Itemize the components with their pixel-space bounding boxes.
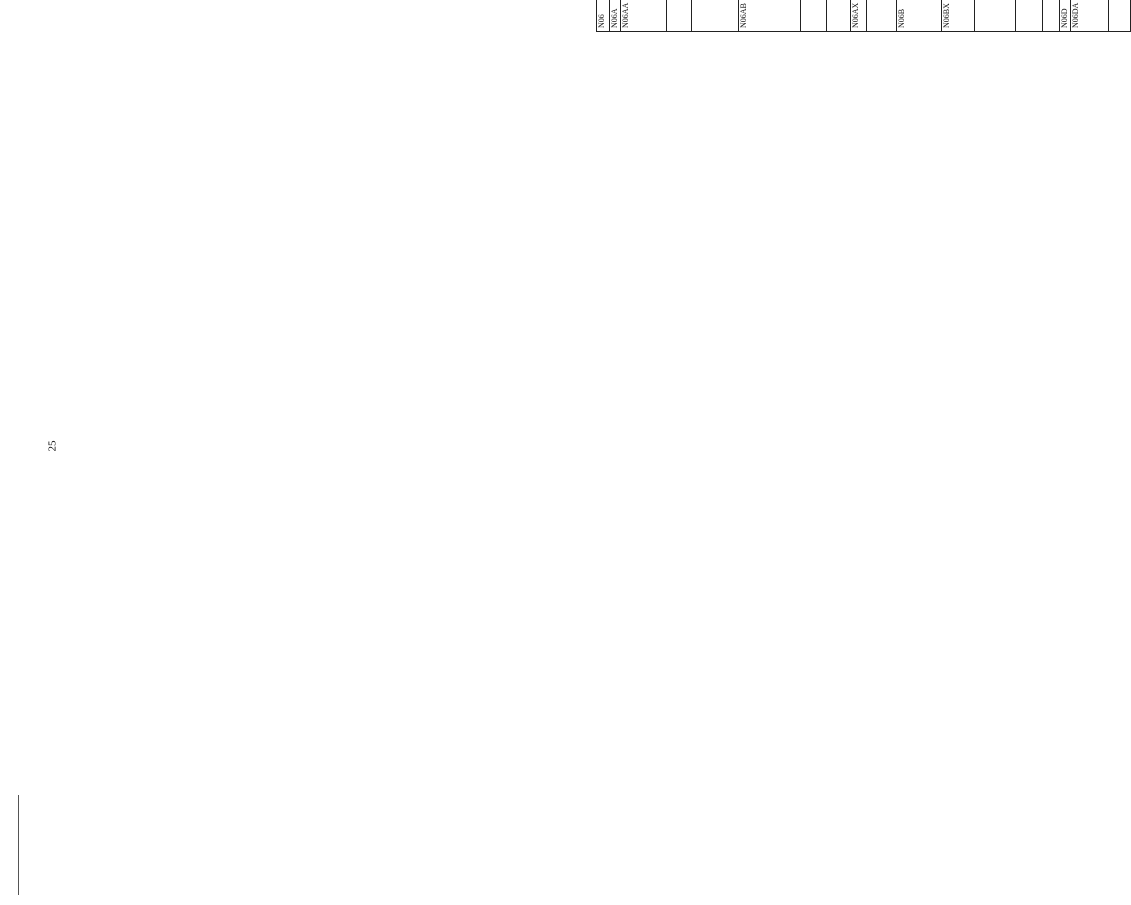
- atc-code-cell: [1109, 0, 1131, 32]
- page-number: 25: [46, 440, 59, 452]
- atc-code-cell: N06AA: [621, 0, 667, 32]
- table-row: [692, 0, 739, 32]
- table-row: [867, 0, 897, 32]
- atc-code-cell: N06AB: [739, 0, 801, 32]
- margin-mark: [18, 795, 19, 895]
- table-row: [1109, 0, 1131, 32]
- atc-code-cell: N06DA: [1071, 0, 1109, 32]
- atc-code-cell: [867, 0, 897, 32]
- rotated-table-container: [596, 0, 1108, 32]
- atc-code-cell: N06B: [897, 0, 942, 32]
- atc-code-cell: [827, 0, 851, 32]
- table-row: [942, 0, 975, 32]
- table-row: [597, 0, 610, 32]
- table-body: [597, 0, 1131, 32]
- table-row: [975, 0, 1016, 32]
- atc-code-cell: [1016, 0, 1043, 32]
- table-row: [1060, 0, 1071, 32]
- atc-code-cell: N06A: [610, 0, 621, 32]
- table-row: [621, 0, 667, 32]
- table-row: [801, 0, 827, 32]
- table-row: [667, 0, 692, 32]
- table-row: [1071, 0, 1109, 32]
- table-row: [1016, 0, 1043, 32]
- table-row: [851, 0, 867, 32]
- atc-code-cell: N06D: [1060, 0, 1071, 32]
- atc-code-cell: N06: [597, 0, 610, 32]
- atc-code-cell: N06AX: [851, 0, 867, 32]
- table-row: [827, 0, 851, 32]
- table-row: [610, 0, 621, 32]
- atc-code-cell: N06BX: [942, 0, 975, 32]
- atc-code-cell: [1043, 0, 1060, 32]
- table-row: [897, 0, 942, 32]
- atc-code-cell: [667, 0, 692, 32]
- drug-list-table: [596, 0, 1131, 32]
- atc-code-cell: [692, 0, 739, 32]
- atc-code-cell: [801, 0, 827, 32]
- atc-code-cell: [975, 0, 1016, 32]
- table-row: [739, 0, 801, 32]
- table-row: [1043, 0, 1060, 32]
